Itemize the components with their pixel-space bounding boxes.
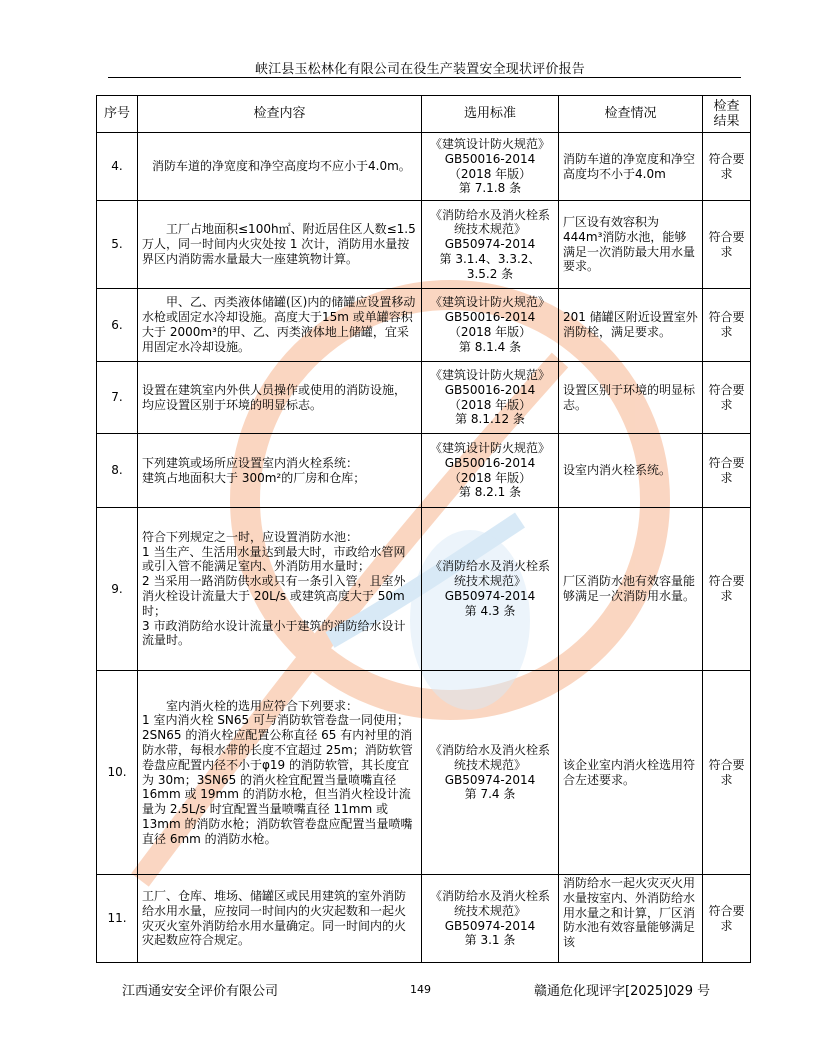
situation-line: 设室内消火栓系统。 [563,463,672,478]
row-standard [422,201,559,289]
header-divider [108,77,741,78]
row-number: 4. [97,133,138,201]
row-situation [559,671,703,875]
situation-line: 设置区别于环境的明显标志。 [563,382,696,412]
row-number: 9. [97,508,138,671]
content-line: 2SN65 的消火栓应配置公称直径 65 有内衬里的消防水带，每根水带的长度不宜超过 25m；消防软管卷盘应配置内径不小于φ19 的消防软管，其长度宜为 30m；3SN65 的消火栓宜配置当量喷嘴直径 16mm 或 19mm 的消防水枪，但当消火栓设计流量为 2.5L/s 时宜配置当量喷嘴直径 11mm 或 13mm 的消防水枪；消防软管卷盘应配置当量喷嘴直径 6mm 的消防水枪。 [142,728,413,846]
row-situation [559,133,703,201]
standard-line: 第 4.3 条 [464,603,516,618]
row-standard [422,434,559,508]
row-number: 10. [97,671,138,875]
row-situation [559,875,703,963]
standard-line: （2018 年版） [448,325,532,339]
row-content [138,434,422,508]
table-row [97,508,751,671]
standard-line: （2018 年版） [448,470,532,485]
row-result: 符合要求 [703,201,751,289]
situation-line: 消防给水一起火灾灭火用水量按室内、外消防给水用水量之和计算，厂区消防水池有效容量能够满足该 [563,876,696,950]
standard-line: 《建筑设计防火规范》GB50016-2014 [429,440,550,470]
row-standard [422,289,559,362]
content-line: 3 市政消防给水设计流量小于建筑的消防给水设计流量时。 [142,618,406,648]
row-result: 符合要求 [703,362,751,434]
standard-line: GB50974-2014 [444,237,536,252]
row-standard [422,508,559,671]
report-header-title: 峡江县玉松林化有限公司在役生产装置安全现状评价报告 [254,62,585,77]
row-situation [559,434,703,508]
row-situation [559,201,703,289]
col-header-situation: 检查情况 [559,96,703,133]
standard-line: 第 3.1 条 [464,933,516,948]
standard-line: GB50974-2014 [444,589,536,603]
table-row [97,201,751,289]
row-situation [559,362,703,434]
standard-line: （2018 年版） [448,166,532,181]
row-result: 符合要求 [703,133,751,201]
table-row [97,289,751,362]
footer-report-number: 赣通危化现评字[2025]029 号 [534,984,711,999]
inspection-table [96,95,751,963]
row-result: 符合要求 [703,875,751,963]
row-standard [422,362,559,434]
situation-line: 该企业室内消火栓选用符合左述要求。 [563,757,696,787]
row-result: 符合要求 [703,671,751,875]
row-situation [559,289,703,362]
table-row [97,875,751,963]
content-line: 室内消火栓的选用应符合下列要求： [166,698,359,713]
situation-line: 厂区设有效容积为 444m³消防水池，能够满足一次消防最大用水量要求。 [563,214,696,274]
row-number: 6. [97,289,138,362]
content-line: 1 当生产、生活用水量达到最大时，市政给水管网或引入管不能满足室内、外消防用水量时； [142,544,406,574]
situation-line: 消防车道的净宽度和净空高度均不小于4.0m [563,151,696,181]
content-line: 甲、乙、丙类液体储罐(区)内的储罐应设置移动水枪或固定水冷却设施。高度大于15m 或单罐容积大于 2000m³的甲、乙、丙类液体地上储罐，宜采用固定水冷却设施。 [142,295,416,354]
content-line: 下列建筑或场所应设置室内消火栓系统： [142,455,359,470]
standard-line: 第 3.1.4、3.3.2、3.5.2 条 [439,251,541,281]
row-content [138,671,422,875]
row-content [138,133,422,201]
row-number: 5. [97,201,138,289]
row-standard [422,671,559,875]
row-standard [422,875,559,963]
row-content [138,289,422,362]
row-content [138,875,422,963]
standard-line: 第 8.1.4 条 [458,339,522,354]
content-line: 工厂、仓库、堆场、储罐区或民用建筑的室外消防给水用水量，应按同一时间内的火灾起数和一起火灾灭火室外消防给水用水量确定。同一时间内的火灾起数应符合规定。 [142,888,407,948]
standard-line: 《消防给水及消火栓系统技术规范》 [429,207,550,237]
standard-line: 《消防给水及消火栓系统技术规范》 [429,888,550,918]
row-result: 符合要求 [703,508,751,671]
row-content [138,201,422,289]
table-row [97,434,751,508]
situation-line: 厂区消防水池有效容量能够满足一次消防用水量。 [563,574,696,603]
standard-line: 第 7.1.8 条 [458,181,522,196]
standard-line: 《消防给水及消火栓系统技术规范》 [429,559,550,589]
table-row [97,362,751,434]
standard-line: 《消防给水及消火栓系统技术规范》 [429,742,550,772]
content-line: 1 室内消火栓 SN65 可与消防软管卷盘一同使用； [142,713,409,728]
col-header-content: 检查内容 [138,96,422,133]
row-number: 11. [97,875,138,963]
content-line: 符合下列规定之一时，应设置消防水池： [142,529,359,544]
standard-line: 《建筑设计防火规范》GB50016-2014 [429,295,550,325]
table-row [97,671,751,875]
content-line: 建筑占地面积大于 300m²的厂房和仓库； [142,470,366,485]
row-result: 符合要求 [703,289,751,362]
footer-company: 江西通安安全评价有限公司 [122,984,279,999]
col-header-no: 序号 [97,96,138,133]
content-line: 工厂占地面积≤100h㎡、附近居住区人数≤1.5 万人，同一时间内火灾处按 1 次计，消防用水量按界区内消防需水量最大一座建筑物计算。 [142,222,416,266]
content-line: 设置在建筑室内外供人员操作或使用的消防设施，均应设置区别于环境的明显标志。 [142,382,407,412]
table-row [97,133,751,201]
row-situation [559,508,703,671]
row-content [138,362,422,434]
standard-line: 第 8.2.1 条 [458,485,522,500]
content-line: 2 当采用一路消防供水或只有一条引入管，且室外消火栓设计流量大于 20L/s 或建筑高度大于 50m 时； [142,574,406,618]
row-number: 8. [97,434,138,508]
standard-line: （2018 年版） [448,397,532,412]
row-number: 7. [97,362,138,434]
content-line: 消防车道的净宽度和净空高度均不应小于4.0m。 [152,159,411,174]
standard-line: 第 8.1.12 条 [455,412,525,427]
row-content [138,508,422,671]
table-header-row [97,96,751,133]
row-standard [422,133,559,201]
standard-line: 第 7.4 条 [464,787,516,802]
footer-page-number: 149 [410,983,431,996]
standard-line: 《建筑设计防火规范》GB50016-2014 [429,367,550,397]
situation-line: 201 储罐区附近设置室外消防栓，满足要求。 [563,310,698,339]
standard-line: 《建筑设计防火规范》GB50016-2014 [429,136,550,166]
standard-line: GB50974-2014 [444,772,536,787]
standard-line: GB50974-2014 [444,918,536,933]
col-header-result: 检查结果 [703,96,751,133]
row-result: 符合要求 [703,434,751,508]
col-header-standard: 选用标准 [422,96,559,133]
